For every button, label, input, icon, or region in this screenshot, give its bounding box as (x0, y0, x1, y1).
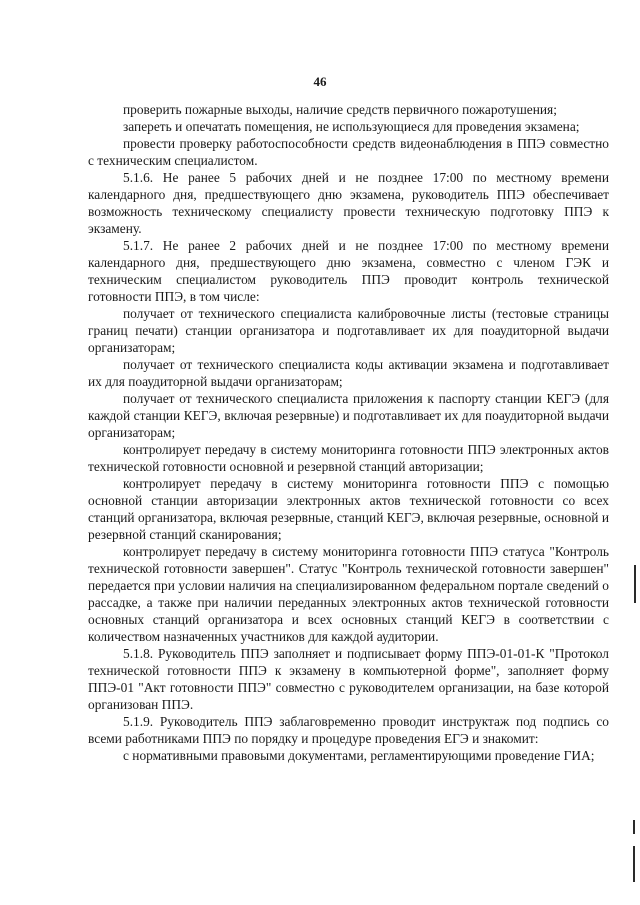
scan-edge-mark (633, 820, 635, 834)
scan-edge-mark (634, 565, 636, 603)
paragraph: получает от технического специалиста калибровочные листы (тестовые страницы границ печати) станции организатора и подготавливает их для поаудиторной выдачи организаторам; (88, 306, 609, 355)
paragraph: 5.1.8. Руководитель ППЭ заполняет и подписывает форму ППЭ-01-01-К "Протокол технической готовности ППЭ к экзамену в компьютерной форме", заполняет форму ППЭ-01 "Акт готовности ППЭ" совместно с руководителем организации, на базе которой организован ППЭ. (88, 646, 609, 712)
paragraph: 5.1.6. Не ранее 5 рабочих дней и не позднее 17:00 по местному времени календарного дня, предшествующего дню экзамена, руководитель ППЭ обеспечивает возможность техническому специалисту провести техническую подготовку ППЭ к экзамену. (88, 170, 609, 236)
document-body (88, 101, 609, 764)
paragraph: провести проверку работоспособности средств видеонаблюдения в ППЭ совместно с техническим специалистом. (88, 136, 609, 168)
paragraph: контролирует передачу в систему мониторинга готовности ППЭ электронных актов технической готовности основной и резервной станций авторизации; (88, 442, 609, 474)
paragraph: контролирует передачу в систему мониторинга готовности ППЭ статуса "Контроль технической готовности завершен". Статус "Контроль технической готовности завершен" передается при условии наличия на специализированном федеральном портале сведений о рассадке, а также при наличии переданных электронных актов технической готовности основных станций организатора и всех основных станций КЕГЭ в соответствии с количеством назначенных участников для каждой аудитории. (88, 544, 609, 644)
paragraph: запереть и опечатать помещения, не использующиеся для проведения экзамена; (123, 119, 580, 134)
paragraph: 5.1.9. Руководитель ППЭ заблаговременно проводит инструктаж под подпись со всеми работниками ППЭ по порядку и процедуре проведения ЕГЭ и знакомит: (88, 714, 609, 746)
paragraph: с нормативными правовыми документами, регламентирующими проведение ГИА; (123, 748, 595, 763)
paragraph: контролирует передачу в систему мониторинга готовности ППЭ с помощью основной станции авторизации электронных актов технической готовности со всех станций организатора, включая резервные, станций КЕГЭ, включая резервные, основной и резервной станций сканирования; (88, 476, 609, 542)
page-number: 46 (313, 74, 327, 89)
scan-edge-mark (633, 846, 635, 882)
paragraph: получает от технического специалиста приложения к паспорту станции КЕГЭ (для каждой станции КЕГЭ, включая резервные) и подготавливает их для поаудиторной выдачи организаторам; (88, 391, 609, 440)
paragraph: получает от технического специалиста коды активации экзамена и подготавливает их для поаудиторной выдачи организаторам; (88, 357, 609, 389)
paragraph: проверить пожарные выходы, наличие средств первичного пожаротушения; (123, 102, 557, 117)
paragraph: 5.1.7. Не ранее 2 рабочих дней и не позднее 17:00 по местному времени календарного дня, предшествующего дню экзамена, совместно с членом ГЭК и техническим специалистом руководитель ППЭ проводит контроль технической готовности ППЭ, в том числе: (88, 238, 609, 304)
